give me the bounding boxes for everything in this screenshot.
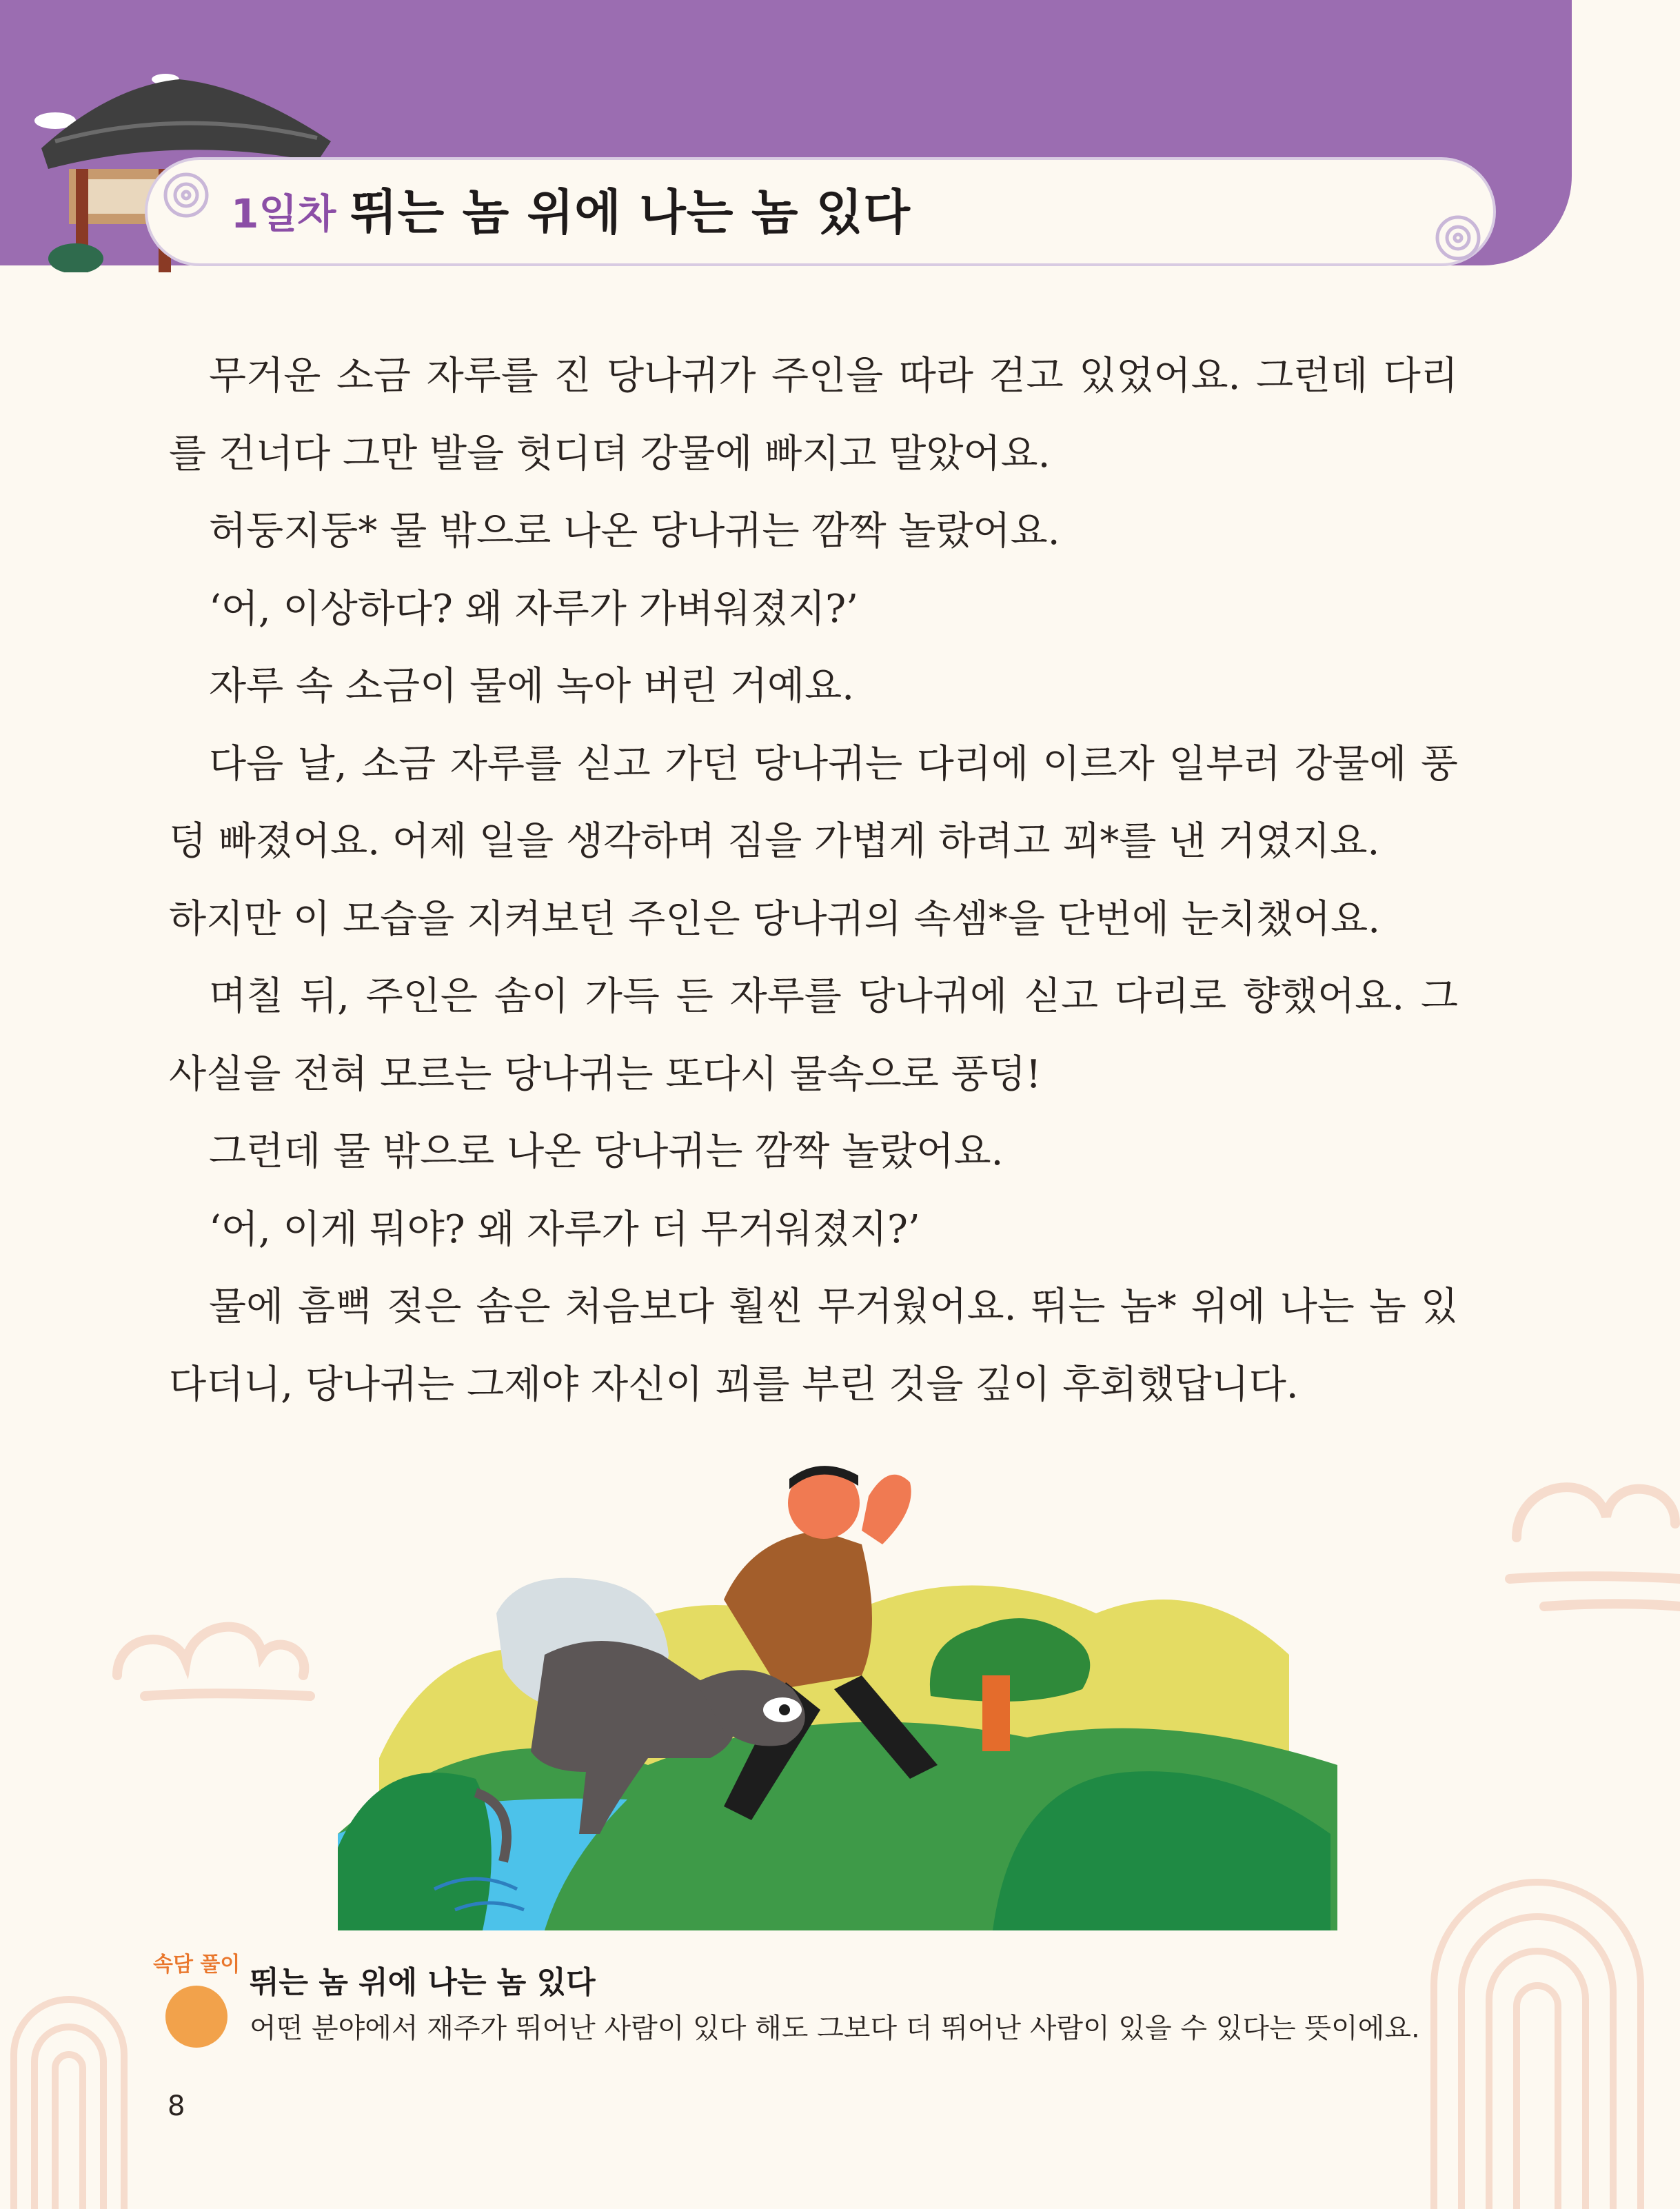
story-paragraph: 물에 흠뻑 젖은 솜은 처음보다 훨씬 무거웠어요. 뛰는 놈* 위에 나는 놈 있다더니, 당나귀는 그제야 자신이 꾀를 부린 것을 깊이 후회했답니다. [169, 1284, 1458, 1407]
page-title: 뛰는 놈 위에 나는 놈 있다 [350, 184, 911, 241]
story-paragraph: 하지만 이 모습을 지켜보던 주인은 당나귀의 속셈*을 단번에 눈치챘어요. [169, 896, 1380, 942]
cloud-pattern-left [103, 1572, 324, 1710]
swirl-left-icon [155, 164, 217, 226]
story-paragraph: ‘어, 이상하다? 왜 자루가 가벼워졌지?’ [209, 586, 858, 632]
donkey-owner-illustration [338, 1448, 1358, 1930]
proverb-badge-label: 속담 풀이 [153, 1953, 241, 1977]
day-label: 1일차 [231, 190, 336, 237]
story-paragraph: ‘어, 이게 뭐야? 왜 자루가 더 무거워졌지?’ [209, 1207, 920, 1252]
story-body [169, 338, 1458, 1424]
proverb-title: 뛰는 놈 위에 나는 놈 있다 [250, 1965, 596, 2000]
arch-pattern-right [1406, 1862, 1680, 2209]
arch-pattern-left [0, 1986, 138, 2209]
story-paragraph: 며칠 뒤, 주인은 솜이 가득 든 자루를 당나귀에 싣고 다리로 향했어요. 그 사실을 전혀 모르는 당나귀는 또다시 물속으로 풍덩! [169, 974, 1458, 1097]
proverb-description: 어떤 분야에서 재주가 뛰어난 사람이 있다 해도 그보다 더 뛰어난 사람이 있을 수 있다는 뜻이에요. [250, 2013, 1420, 2044]
page-number: 8 [168, 2090, 185, 2122]
story-paragraph: 다음 날, 소금 자루를 싣고 가던 당나귀는 다리에 이르자 일부러 강물에 풍덩 빠졌어요. 어제 일을 생각하며 짐을 가볍게 하려고 꾀*를 낸 거였지요. [169, 741, 1458, 864]
story-paragraph: 자루 속 소금이 물에 녹아 버린 거예요. [209, 664, 855, 709]
cloud-pattern-right [1489, 1441, 1680, 1620]
story-paragraph: 허둥지둥* 물 밖으로 나온 당나귀는 깜짝 놀랐어요. [209, 509, 1060, 554]
story-paragraph: 무거운 소금 자루를 진 당나귀가 주인을 따라 걷고 있었어요. 그런데 다리를 건너다 그만 발을 헛디뎌 강물에 빠지고 말았어요. [169, 354, 1458, 476]
smiley-icon [165, 1986, 227, 2048]
story-paragraph: 그런데 물 밖으로 나온 당나귀는 깜짝 놀랐어요. [209, 1129, 1004, 1174]
swirl-right-icon [1427, 207, 1489, 269]
